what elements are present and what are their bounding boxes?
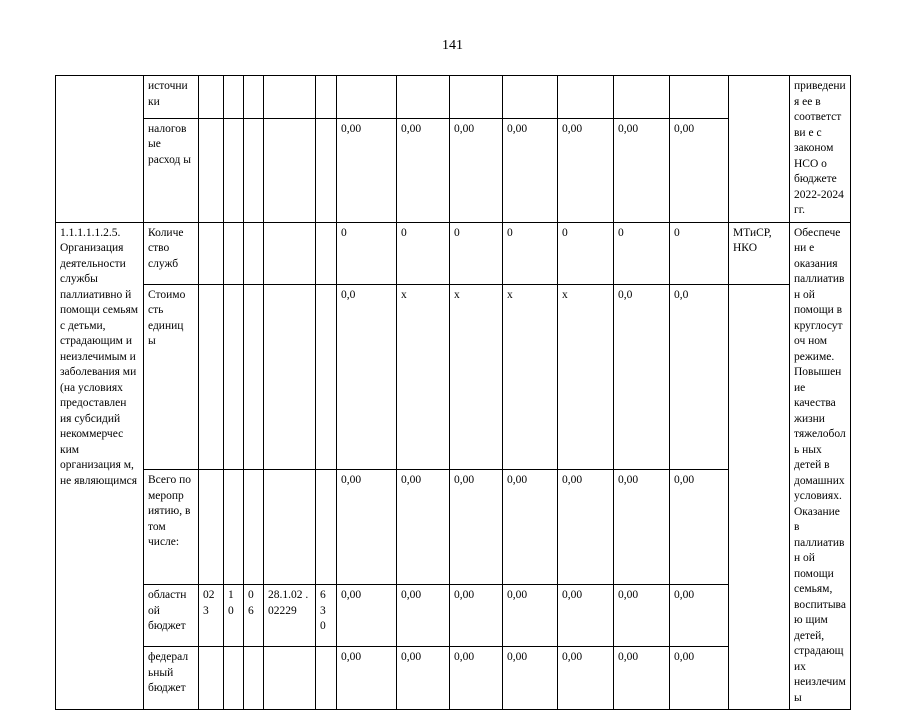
value-cell: 0,00 — [614, 647, 670, 710]
page-number: 141 — [442, 38, 463, 53]
csr-code: 28.1.02 .02229 — [264, 585, 316, 647]
value-cell: х — [558, 284, 614, 470]
value-cell: 0 — [397, 222, 450, 284]
executor-cell-empty — [729, 284, 790, 710]
value-cell: 0,0 — [337, 284, 397, 470]
value-cell: 0,00 — [450, 118, 503, 222]
value-cell: 0 — [503, 222, 558, 284]
indicator-cell: налогов ые расход ы — [144, 118, 199, 222]
result-cell: Обеспечени е оказания паллиативн ой помощи в круглосуточ ном режиме. Повышение качества жизни тяжелоболь ных детей в домашних условиях. Оказание в паллиативн ой помощи семьям, воспитываю щим детей, страдающих неизлечимы — [790, 222, 851, 710]
value-cell: 0,00 — [670, 118, 729, 222]
value-cell: 0,00 — [558, 585, 614, 647]
pr-code: 0 6 — [244, 585, 264, 647]
value-cell: 0,00 — [614, 585, 670, 647]
value-cell: 0 — [450, 222, 503, 284]
indicator-cell: Всего по меропр иятию, в том числе: — [144, 470, 199, 585]
value-cell: 0,00 — [397, 647, 450, 710]
value-cell: 0,00 — [503, 470, 558, 585]
activity-cell-empty — [56, 76, 144, 223]
value-cell: 0 — [558, 222, 614, 284]
value-cell: 0,00 — [503, 585, 558, 647]
value-cell: 0,00 — [337, 585, 397, 647]
vr-code: 6 3 0 — [316, 585, 337, 647]
indicator-cell: областн ой бюджет — [144, 585, 199, 647]
value-cell: 0,00 — [558, 470, 614, 585]
value-cell: 0,00 — [558, 118, 614, 222]
value-cell: 0 — [337, 222, 397, 284]
value-cell: 0,00 — [397, 585, 450, 647]
executor-cell: МТиСР, НКО — [729, 222, 790, 284]
value-cell: 0,00 — [397, 118, 450, 222]
value-cell: 0,00 — [450, 585, 503, 647]
result-cell-top: приведения ее в соответстви е с законом НСО о бюджете 2022-2024 гг. — [790, 76, 851, 223]
program-table — [55, 75, 851, 710]
table-row — [56, 76, 851, 119]
value-cell: 0,00 — [337, 118, 397, 222]
activity-cell: 1.1.1.1.1.2.5. Организация деятельности службы паллиативно й помощи семьям с детьми, страдающим и неизлечимым и заболевания ми (на условиях предоставлен ия субсидий некоммерчес ким организация м, не являющимся — [56, 222, 144, 710]
indicator-cell: Количе ство служб — [144, 222, 199, 284]
value-cell: 0,00 — [450, 470, 503, 585]
indicator-cell: федерал ьный бюджет — [144, 647, 199, 710]
value-cell: х — [503, 284, 558, 470]
value-cell: 0,00 — [337, 470, 397, 585]
value-cell: 0,00 — [670, 585, 729, 647]
value-cell: 0,00 — [614, 470, 670, 585]
table-row — [56, 284, 851, 470]
value-cell: 0 — [670, 222, 729, 284]
grbs-code: 02 3 — [199, 585, 224, 647]
value-cell: 0,00 — [558, 647, 614, 710]
value-cell: 0,00 — [450, 647, 503, 710]
value-cell: х — [397, 284, 450, 470]
value-cell: 0,00 — [670, 470, 729, 585]
value-cell: х — [450, 284, 503, 470]
table-row — [56, 222, 851, 284]
value-cell: 0 — [614, 222, 670, 284]
value-cell: 0,00 — [614, 118, 670, 222]
value-cell: 0,00 — [397, 470, 450, 585]
value-cell: 0,00 — [670, 647, 729, 710]
rz-code: 1 0 — [224, 585, 244, 647]
value-cell: 0,0 — [614, 284, 670, 470]
value-cell: 0,00 — [503, 118, 558, 222]
indicator-cell: источни ки — [144, 76, 199, 119]
indicator-cell: Стоимо сть единиц ы — [144, 284, 199, 470]
value-cell: 0,00 — [337, 647, 397, 710]
value-cell: 0,0 — [670, 284, 729, 470]
value-cell: 0,00 — [503, 647, 558, 710]
executor-cell-empty — [729, 76, 790, 223]
